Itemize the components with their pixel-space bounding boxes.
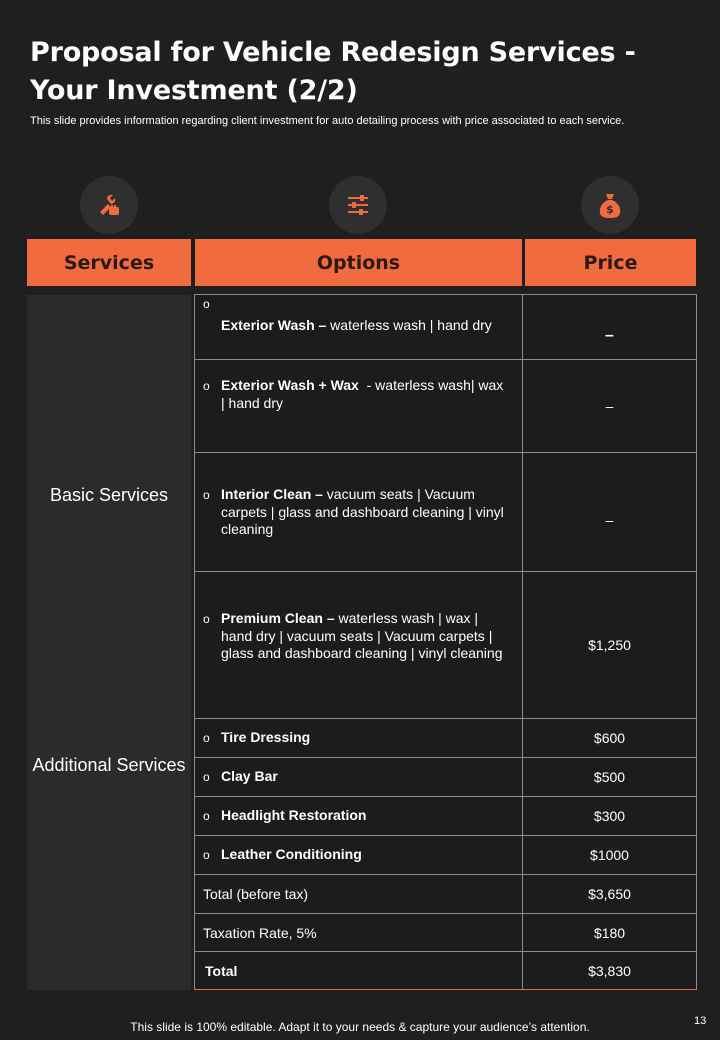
option-premium-clean xyxy=(195,610,522,690)
taxation-rate-price: $180 xyxy=(593,924,626,941)
price-leather-conditioning: $1000 xyxy=(590,847,629,863)
service-group-additional: Additional Services xyxy=(32,755,186,775)
option-name: Tire Dressing xyxy=(221,729,311,746)
option-name: Leather Conditioning xyxy=(221,846,362,863)
option-name: Exterior Wash + Wax xyxy=(221,377,359,393)
price-exterior-wash-wax: – xyxy=(605,398,614,414)
grand-total-price: $3,830 xyxy=(588,962,631,979)
bullet: o xyxy=(203,769,210,784)
option-exterior-wash-wax xyxy=(195,377,522,437)
header-options: Options xyxy=(195,239,522,286)
bullet: o xyxy=(203,379,210,393)
option-name: Headlight Restoration xyxy=(221,807,367,824)
services-panel xyxy=(27,295,191,990)
page-title: Proposal for Vehicle Redesign Services - Your Investment (2/2) xyxy=(30,37,636,106)
svg-text:$: $ xyxy=(606,203,614,216)
sliders-icon xyxy=(329,176,387,234)
money-bag-icon xyxy=(581,176,639,234)
option-detail: - waterless wash| wax | hand dry xyxy=(221,377,508,411)
grand-total-label: Total xyxy=(205,962,238,979)
option-detail: waterless wash | wax | hand dry | vacuum seats | Vacuum carpets | glass and dashboard cleaning | vinyl cleaning xyxy=(221,610,503,661)
tools-icon xyxy=(80,176,138,234)
option-detail: waterless wash | hand dry xyxy=(326,317,492,334)
bullet: o xyxy=(203,730,210,745)
price-tire-dressing: $600 xyxy=(593,730,626,746)
total-before-tax-label: Total (before tax) xyxy=(203,886,309,902)
bullet: o xyxy=(203,488,210,502)
bullet: o xyxy=(203,612,210,626)
price-premium-clean: $1,250 xyxy=(588,637,631,653)
option-clay-bar xyxy=(195,758,522,796)
header-price: Price xyxy=(525,239,696,286)
price-interior-clean: – xyxy=(605,511,614,528)
option-detail: vacuum seats | Vacuum carpets | glass and dashboard cleaning | vinyl cleaning xyxy=(221,486,504,537)
total-before-tax-price: $3,650 xyxy=(588,886,631,902)
bullet: o xyxy=(203,847,210,862)
header-services: Services xyxy=(27,239,191,286)
service-group-basic: Basic Services xyxy=(49,485,169,505)
table-bottom-accent xyxy=(194,989,697,990)
page-subtitle: This slide provides information regarding client investment for auto detailing process with price associated to each service. xyxy=(30,115,625,127)
price-clay-bar: $500 xyxy=(593,769,626,785)
option-name: Exterior Wash – xyxy=(221,317,327,334)
bullet: o xyxy=(203,808,210,823)
footer-note: This slide is 100% editable. Adapt it to your needs & capture your audience’s attention. xyxy=(130,1020,590,1034)
option-name: Premium Clean – xyxy=(221,610,335,626)
bullet: o xyxy=(203,297,210,311)
page-number: 13 xyxy=(694,1015,707,1027)
option-tire-dressing xyxy=(195,719,522,757)
option-interior-clean xyxy=(195,486,522,556)
option-exterior-wash xyxy=(195,295,522,359)
option-leather-conditioning xyxy=(195,836,522,874)
price-exterior-wash: – xyxy=(605,327,614,344)
price-headlight-restoration: $300 xyxy=(593,808,626,824)
option-name: Interior Clean – xyxy=(221,486,323,502)
taxation-rate-label: Taxation Rate, 5% xyxy=(203,924,317,941)
option-name: Clay Bar xyxy=(221,768,278,785)
option-headlight-restoration xyxy=(195,797,522,835)
